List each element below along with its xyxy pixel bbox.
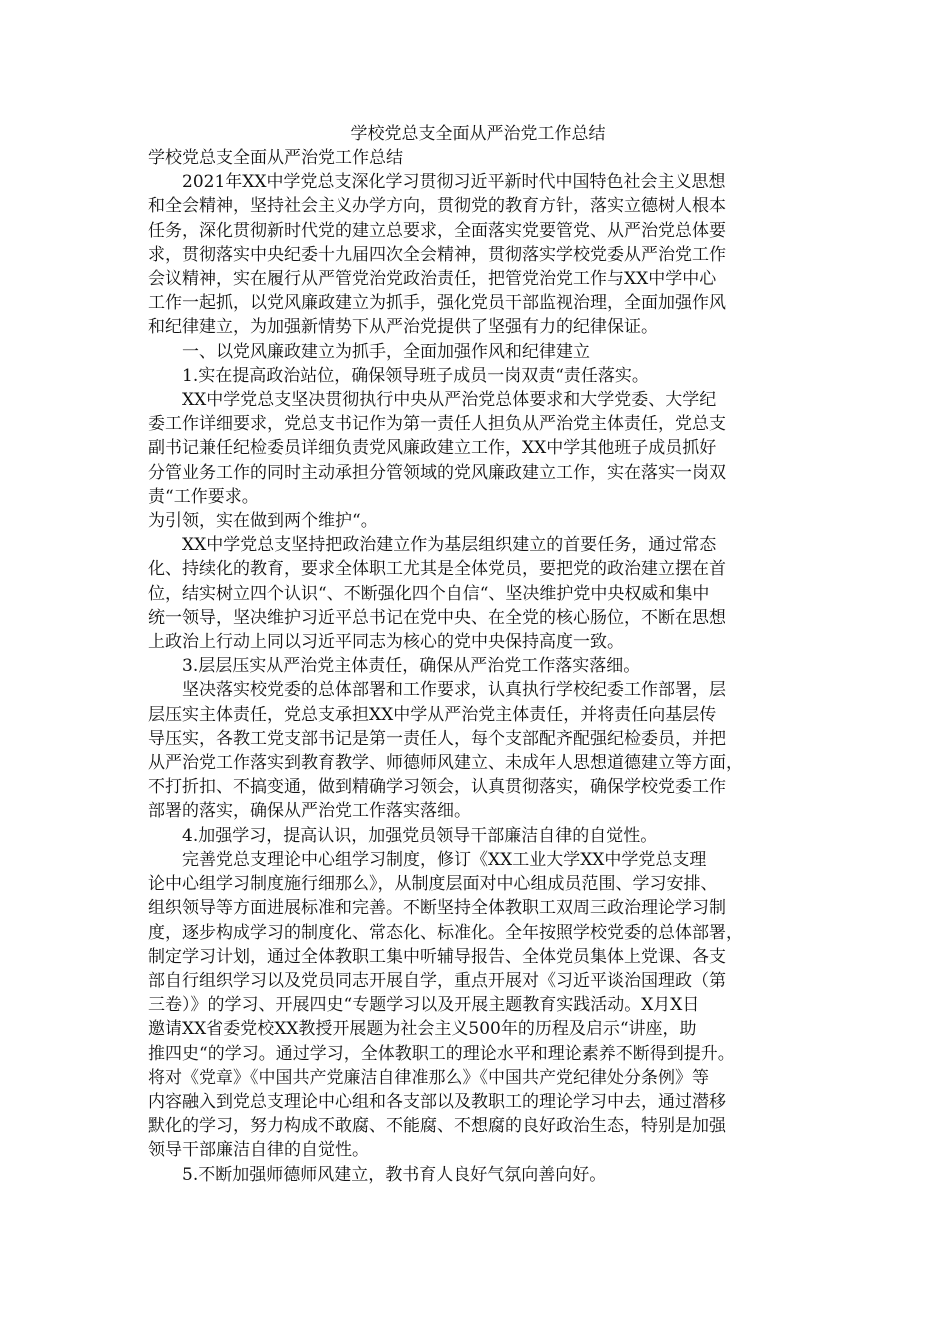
body-text-line: 2021年XX中学党总支深化学习贯彻习近平新时代中国特色社会主义思想 [182,172,726,193]
body-text-line: 4.加强学习，提高认识，加强党员领导干部廉洁自律的自觉性。 [182,825,658,846]
document-title: 学校党总支全面从严治党工作总结 [350,124,606,144]
body-text-line: 和纪律建立，为加强新情势下从严治党提供了坚强有力的纪律保证。 [148,317,658,338]
body-text-line: 组织领导等方面进展标准和完善。不断坚持全体教职工双周三政治理论学习制 [148,898,726,919]
body-text-line: 委工作详细要求，党总支书记作为第一责任人担负从严治党主体责任，党总支 [148,414,726,435]
body-text-line: 为引领，实在做到两个维护“。 [148,511,378,532]
body-text-line: 学校党总支全面从严治党工作总结 [148,148,403,168]
body-text-line: 邀请XX省委党校XX教授开展题为社会主义500年的历程及启示“讲座，助 [148,1019,697,1040]
body-text-line: 部署的落实，确保从严治党工作落实落细。 [148,801,471,822]
body-text-line: 任务，深化贯彻新时代党的建立总要求，全面落实党要管党、从严治党总体要 [148,220,726,241]
body-text-line: 分管业务工作的同时主动承担分管领域的党风廉政建立工作，实在落实一岗双 [148,462,726,483]
body-text-line: 论中心组学习制度施行细那么》，从制度层面对中心组成员范围、学习安排、 [148,874,718,895]
body-text-line: 制定学习计划，通过全体教职工集中听辅导报告、全体党员集体上党课、各支 [148,946,726,967]
body-text-line: 从严治党工作落实到教育教学、师德师风建立、未成年人思想道德建立等方面， [148,753,743,774]
body-text-line: 领导干部廉洁自律的自觉性。 [148,1140,369,1161]
body-text-line: 化、持续化的教育，要求全体职工尤其是全体党员，要把党的政治建立摆在首 [148,559,726,580]
body-text-line: 将对《党章》《中国共产党廉洁自律准那么》《中国共产党纪律处分条例》等 [148,1067,709,1088]
body-text-line: 度，逐步构成学习的制度化、常态化、标准化。全年按照学校党委的总体部署， [148,922,743,943]
body-text-line: 不打折扣、不搞变通，做到精确学习领会，认真贯彻落实，确保学校党委工作 [148,777,726,798]
body-text-line: 内容融入到党总支理论中心组和各支部以及教职工的理论学习中去，通过潜移 [148,1091,726,1112]
body-text-line: 1.实在提高政治站位，确保领导班子成员一岗双责“责任落实。 [182,365,649,386]
body-text-line: 会议精神，实在履行从严管党治党政治责任，把管党治党工作与XX中学中心 [148,269,717,290]
body-text-line: 三卷）》的学习、开展四史“专题学习以及开展主题教育实践活动。X月X日 [148,995,700,1016]
body-text-line: 部自行组织学习以及党员同志开展自学，重点开展对《习近平谈治国理政（第 [148,970,726,991]
document-body [148,146,808,1187]
body-text-line: 副书记兼任纪检委员详细负责党风廉政建立工作，XX中学其他班子成员抓好 [148,438,717,459]
body-text-line: 求，贯彻落实中央纪委十九届四次全会精神，贯彻落实学校党委从严治党工作 [148,244,726,265]
body-text-line: 坚决落实校党委的总体部署和工作要求，认真执行学校纪委工作部署，层 [182,680,726,701]
body-text-line: 层压实主体责任，党总支承担XX中学从严治党主体责任，并将责任向基层传 [148,704,717,725]
body-text-line: 统一领导，坚决维护习近平总书记在党中央、在全党的核心肠位，不断在思想 [148,607,726,628]
body-text-line: 完善党总支理论中心组学习制度，修订《XX工业大学XX中学党总支理 [182,849,707,870]
document-page [148,122,808,1187]
body-text-line: 导压实，各教工党支部书记是第一责任人，每个支部配齐配强纪检委员，并把 [148,728,726,749]
body-text-line: XX中学党总支坚持把政治建立作为基层组织建立的首要任务，通过常态 [182,535,717,556]
body-text-line: XX中学党总支坚决贯彻执行中央从严治党总体要求和大学党委、大学纪 [182,390,717,411]
body-text-line: 推四史“的学习。通过学习，全体教职工的理论水平和理论素养不断得到提升。 [148,1043,735,1064]
body-text-line: 工作一起抓，以党风廉政建立为抓手，强化党员干部监视治理，全面加强作风 [148,293,726,314]
body-text-line: 和全会精神，坚持社会主义办学方向，贯彻党的教育方针，落实立德树人根本 [148,196,726,217]
body-text-line: 默化的学习，努力构成不敢腐、不能腐、不想腐的良好政治生态，特别是加强 [148,1116,726,1137]
body-text-line: 位，结实树立四个认识“、不断强化四个自信“、坚决维护党中央权威和集中 [148,583,710,604]
body-text-line: 3.层层压实从严治党主体责任，确保从严治党工作落实落细。 [182,656,641,677]
body-text-line: 一、以党风廉政建立为抓手，全面加强作风和纪律建立 [182,341,590,362]
body-text-line: 上政治上行动上同以习近平同志为核心的党中央保持高度一致。 [148,632,624,653]
body-text-line: 5.不断加强师德师风建立，教书育人良好气氛向善向好。 [182,1164,607,1185]
body-text-line: 责“工作要求。 [148,486,259,507]
